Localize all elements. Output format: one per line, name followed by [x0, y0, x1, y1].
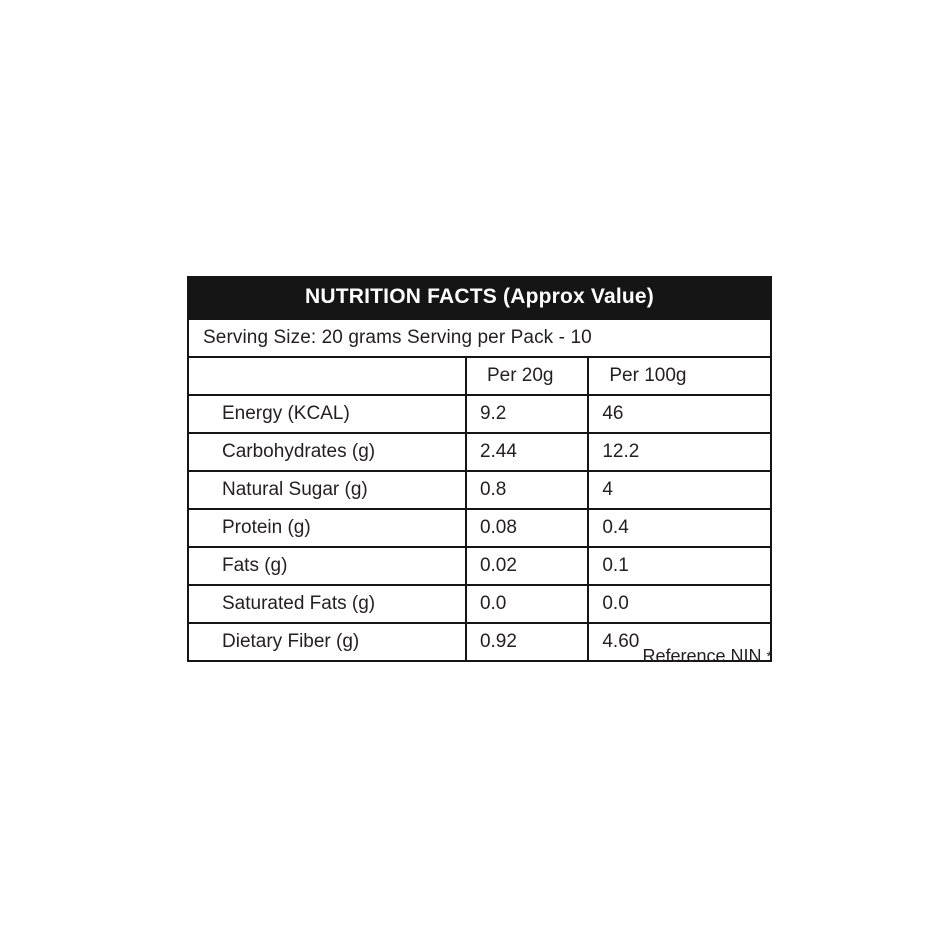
- table-row: [188, 471, 771, 509]
- nutrient-value-per-serving: 2.44: [466, 433, 588, 471]
- table-row: [188, 395, 771, 433]
- reference-note: [187, 642, 772, 667]
- nutrient-label: Energy (KCAL): [188, 395, 466, 433]
- nutrient-label: Natural Sugar (g): [188, 471, 466, 509]
- nutrient-label: Saturated Fats (g): [188, 585, 466, 623]
- table-row: [188, 433, 771, 471]
- column-header-per-100g: Per 100g: [588, 357, 771, 395]
- nutrition-facts-table: [187, 318, 772, 662]
- table-row: [188, 585, 771, 623]
- nutrient-label: Dietary Fiber (g): [188, 623, 466, 661]
- nutrient-value-per-serving: 0.92: [466, 623, 588, 661]
- column-header-per-serving: Per 20g: [466, 357, 588, 395]
- nutrient-label: Protein (g): [188, 509, 466, 547]
- asterisk-icon: *: [766, 648, 772, 664]
- nutrient-value-per-serving: 9.2: [466, 395, 588, 433]
- nutrient-label: Fats (g): [188, 547, 466, 585]
- nutrient-value-per-serving: 0.02: [466, 547, 588, 585]
- nutrient-value-per-100g: 46: [588, 395, 771, 433]
- nutrient-value-per-100g: 12.2: [588, 433, 771, 471]
- nutrient-value-per-100g: 0.1: [588, 547, 771, 585]
- table-row: [188, 547, 771, 585]
- nutrition-facts-panel: [187, 276, 772, 662]
- serving-info-row: [188, 319, 771, 357]
- column-header-nutrient: [188, 357, 466, 395]
- nutrient-label: Carbohydrates (g): [188, 433, 466, 471]
- nutrient-value-per-100g: 4: [588, 471, 771, 509]
- table-row: [188, 509, 771, 547]
- nutrient-value-per-serving: 0.08: [466, 509, 588, 547]
- nutrient-value-per-100g: 0.0: [588, 585, 771, 623]
- nutrient-value-per-serving: 0.8: [466, 471, 588, 509]
- nutrient-value-per-100g: 0.4: [588, 509, 771, 547]
- table-header-row: [188, 357, 771, 395]
- serving-size-text: Serving Size: 20 grams Serving per Pack - 10: [188, 319, 771, 357]
- reference-text: Reference NIN: [642, 646, 762, 666]
- nutrient-value-per-serving: 0.0: [466, 585, 588, 623]
- page-title: NUTRITION FACTS (Approx Value): [187, 276, 772, 318]
- nutrient-value-per-100g: 4.60: [588, 623, 771, 661]
